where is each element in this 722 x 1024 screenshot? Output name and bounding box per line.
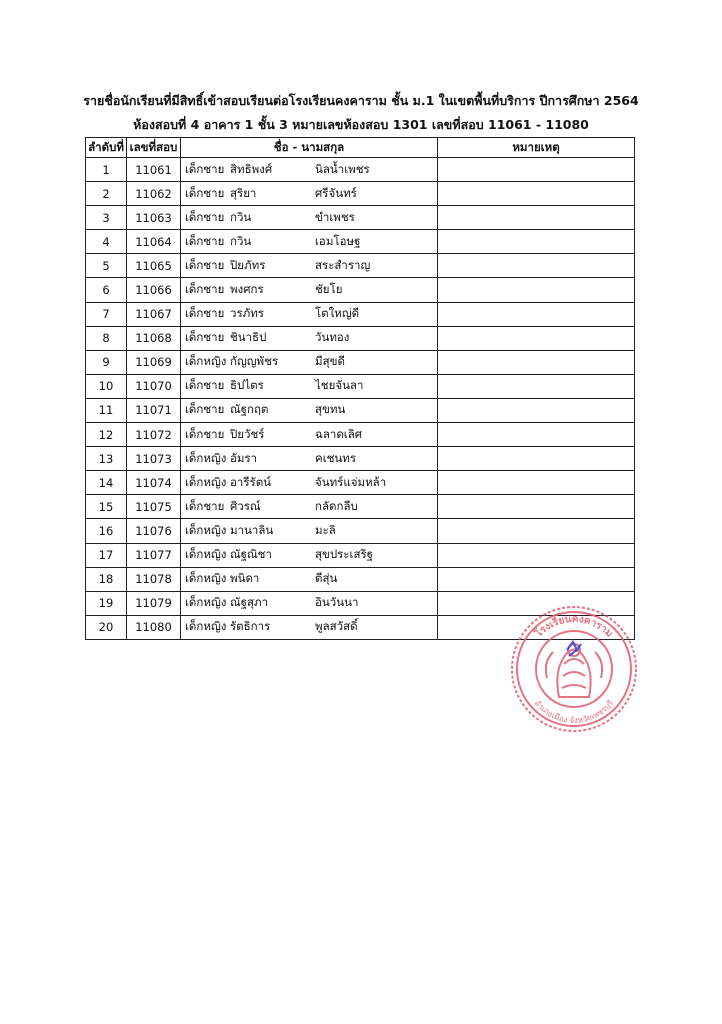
note-cell <box>438 495 635 519</box>
last-name: วันทอง <box>315 330 350 345</box>
row-number: 10 <box>86 374 127 398</box>
first-name: กวิน <box>230 209 252 224</box>
table-row <box>86 423 635 447</box>
note-cell <box>438 471 635 495</box>
last-name: ฉลาดเลิศ <box>315 426 363 441</box>
svg-text:อำเภอเมือง จังหวัดเพชรบุรี <box>533 698 616 725</box>
first-name: สิทธิพงศ์ <box>230 161 273 176</box>
column-header-note: หมายเหตุ <box>438 138 635 158</box>
table-row <box>86 206 635 230</box>
last-name: เอมโอษฐ <box>315 233 361 248</box>
name-prefix: เด็กหญิง <box>185 450 227 465</box>
last-name: ขำเพชร <box>315 209 355 224</box>
last-name: ไชยจันลา <box>315 378 364 393</box>
seal-bottom-text: อำเภอเมือง จังหวัดเพชรบุรี <box>532 698 616 726</box>
name-prefix: เด็กชาย <box>185 306 225 321</box>
table-row <box>86 374 635 398</box>
row-number: 17 <box>86 543 127 567</box>
first-name: ณัฐณิชา <box>230 547 272 562</box>
note-cell <box>438 398 635 422</box>
last-name: กลัดกลีบ <box>315 498 358 513</box>
svg-text:โรงเรียนคงคาราม <box>531 614 614 640</box>
table-header-row <box>86 138 635 158</box>
last-name: สุขประเสริฐ <box>315 547 374 562</box>
row-number: 4 <box>86 230 127 254</box>
column-header-name: ชื่อ - นามสกุล <box>181 138 438 158</box>
first-name: สุริยา <box>230 185 257 200</box>
first-name: พนิดา <box>230 571 260 586</box>
row-number: 2 <box>86 182 127 206</box>
name-prefix: เด็กชาย <box>185 378 225 393</box>
student-name <box>181 206 438 230</box>
document-subtitle: ห้องสอบที่ 4 อาคาร 1 ชั้น 3 หมายเลขห้องสอบ 1301 เลขที่สอบ 11061 - 11080 <box>133 117 589 132</box>
exam-number: 11071 <box>127 398 181 422</box>
exam-number: 11077 <box>127 543 181 567</box>
exam-number: 11064 <box>127 230 181 254</box>
note-cell <box>438 447 635 471</box>
exam-number: 11067 <box>127 302 181 326</box>
exam-number: 11074 <box>127 471 181 495</box>
row-number: 11 <box>86 398 127 422</box>
name-prefix: เด็กชาย <box>185 498 225 513</box>
note-cell <box>438 182 635 206</box>
table-row <box>86 350 635 374</box>
seal-top-text: โรงเรียนคงคาราม <box>533 613 615 640</box>
table-row <box>86 495 635 519</box>
table-row <box>86 302 635 326</box>
note-cell <box>438 543 635 567</box>
note-cell <box>438 350 635 374</box>
row-number: 3 <box>86 206 127 230</box>
exam-number: 11079 <box>127 591 181 615</box>
exam-number: 11062 <box>127 182 181 206</box>
student-name <box>181 350 438 374</box>
student-name <box>181 158 438 182</box>
name-prefix: เด็กหญิง <box>185 522 227 537</box>
name-prefix: เด็กหญิง <box>185 547 227 562</box>
first-name: วรภัทร <box>230 306 264 321</box>
row-number: 6 <box>86 278 127 302</box>
row-number: 19 <box>86 591 127 615</box>
table-row <box>86 398 635 422</box>
student-name <box>181 254 438 278</box>
exam-number: 11078 <box>127 567 181 591</box>
student-name <box>181 398 438 422</box>
table-row <box>86 278 635 302</box>
table-row <box>86 471 635 495</box>
note-cell <box>438 158 635 182</box>
student-name <box>181 567 438 591</box>
student-name <box>181 302 438 326</box>
exam-number: 11072 <box>127 423 181 447</box>
row-number: 8 <box>86 326 127 350</box>
first-name: ศิวรณ์ <box>230 498 261 513</box>
last-name: นิลน้ำเพชร <box>315 161 370 176</box>
note-cell <box>438 302 635 326</box>
note-cell <box>438 278 635 302</box>
student-name <box>181 447 438 471</box>
school-seal-stamp <box>507 602 641 736</box>
last-name: ตีสุ่น <box>315 571 338 586</box>
student-name <box>181 230 438 254</box>
last-name: อินวันนา <box>315 595 359 610</box>
column-header-no: ลำดับที่ <box>86 138 127 158</box>
last-name: จันทร์แจ่มหล้า <box>315 474 387 489</box>
exam-number: 11080 <box>127 615 181 639</box>
name-prefix: เด็กชาย <box>185 330 225 345</box>
name-prefix: เด็กหญิง <box>185 595 227 610</box>
name-prefix: เด็กชาย <box>185 257 225 272</box>
row-number: 14 <box>86 471 127 495</box>
exam-number: 11073 <box>127 447 181 471</box>
name-prefix: เด็กหญิง <box>185 354 227 369</box>
first-name: ชินาธิป <box>230 330 267 345</box>
name-prefix: เด็กชาย <box>185 161 225 176</box>
row-number: 12 <box>86 423 127 447</box>
exam-number: 11066 <box>127 278 181 302</box>
student-name <box>181 543 438 567</box>
row-number: 5 <box>86 254 127 278</box>
name-prefix: เด็กชาย <box>185 233 225 248</box>
student-name <box>181 471 438 495</box>
exam-number: 11063 <box>127 206 181 230</box>
name-prefix: เด็กชาย <box>185 209 225 224</box>
note-cell <box>438 519 635 543</box>
table-row <box>86 254 635 278</box>
last-name: ศรีจันทร์ <box>315 185 357 200</box>
name-prefix: เด็กหญิง <box>185 474 227 489</box>
last-name: พูลสวัสดิ์ <box>315 619 358 634</box>
first-name: ปิยภัทร <box>230 257 266 272</box>
student-name <box>181 278 438 302</box>
first-name: กวิน <box>230 233 252 248</box>
first-name: อัมรา <box>230 450 258 465</box>
last-name: คเชนทร <box>315 450 357 465</box>
table-row <box>86 158 635 182</box>
exam-number: 11069 <box>127 350 181 374</box>
note-cell <box>438 254 635 278</box>
note-cell <box>438 567 635 591</box>
first-name: ณัฐสุภา <box>230 595 269 610</box>
student-name <box>181 495 438 519</box>
first-name: มานาลิน <box>230 522 274 537</box>
name-prefix: เด็กชาย <box>185 402 225 417</box>
table-row <box>86 543 635 567</box>
student-name <box>181 374 438 398</box>
note-cell <box>438 326 635 350</box>
column-header-exam-id: เลขที่สอบ <box>127 138 181 158</box>
exam-number: 11061 <box>127 158 181 182</box>
row-number: 15 <box>86 495 127 519</box>
student-name <box>181 326 438 350</box>
name-prefix: เด็กชาย <box>185 282 225 297</box>
last-name: มะลิ <box>315 522 336 537</box>
last-name: สระสำราญ <box>315 257 371 272</box>
row-number: 7 <box>86 302 127 326</box>
note-cell <box>438 230 635 254</box>
row-number: 16 <box>86 519 127 543</box>
student-name <box>181 615 438 639</box>
first-name: กัญญพัชร <box>230 354 279 369</box>
exam-number: 11070 <box>127 374 181 398</box>
exam-number: 11075 <box>127 495 181 519</box>
student-name <box>181 519 438 543</box>
student-name <box>181 591 438 615</box>
name-prefix: เด็กหญิง <box>185 619 227 634</box>
first-name: พงศกร <box>230 282 264 297</box>
table-row <box>86 447 635 471</box>
note-cell <box>438 374 635 398</box>
last-name: โตใหญ่ดี <box>315 306 360 321</box>
note-cell <box>438 206 635 230</box>
name-prefix: เด็กหญิง <box>185 571 227 586</box>
last-name: สุขทน <box>315 402 346 417</box>
last-name: ชัยโย <box>315 282 343 297</box>
first-name: ธิปไตร <box>230 378 264 393</box>
student-name <box>181 423 438 447</box>
note-cell <box>438 423 635 447</box>
first-name: อารีรัตน์ <box>230 474 272 489</box>
document-title: รายชื่อนักเรียนที่มีสิทธิ์เข้าสอบเรียนต่อโรงเรียนคงคาราม ชั้น ม.1 ในเขตพื้นที่บริการ ปีการศึกษา 2564 <box>83 93 639 108</box>
first-name: รัตธิการ <box>230 619 271 634</box>
student-name <box>181 182 438 206</box>
table-row <box>86 519 635 543</box>
exam-number: 11076 <box>127 519 181 543</box>
row-number: 1 <box>86 158 127 182</box>
row-number: 18 <box>86 567 127 591</box>
student-list-table <box>85 137 635 640</box>
table-row <box>86 230 635 254</box>
exam-number: 11068 <box>127 326 181 350</box>
row-number: 13 <box>86 447 127 471</box>
table-row <box>86 567 635 591</box>
name-prefix: เด็กชาย <box>185 185 225 200</box>
name-prefix: เด็กชาย <box>185 426 225 441</box>
row-number: 9 <box>86 350 127 374</box>
first-name: ปิยวัชร์ <box>230 426 265 441</box>
last-name: มีสุขดี <box>315 354 345 369</box>
table-row <box>86 326 635 350</box>
exam-number: 11065 <box>127 254 181 278</box>
table-row <box>86 182 635 206</box>
row-number: 20 <box>86 615 127 639</box>
first-name: ณัฐกฤต <box>230 402 269 417</box>
